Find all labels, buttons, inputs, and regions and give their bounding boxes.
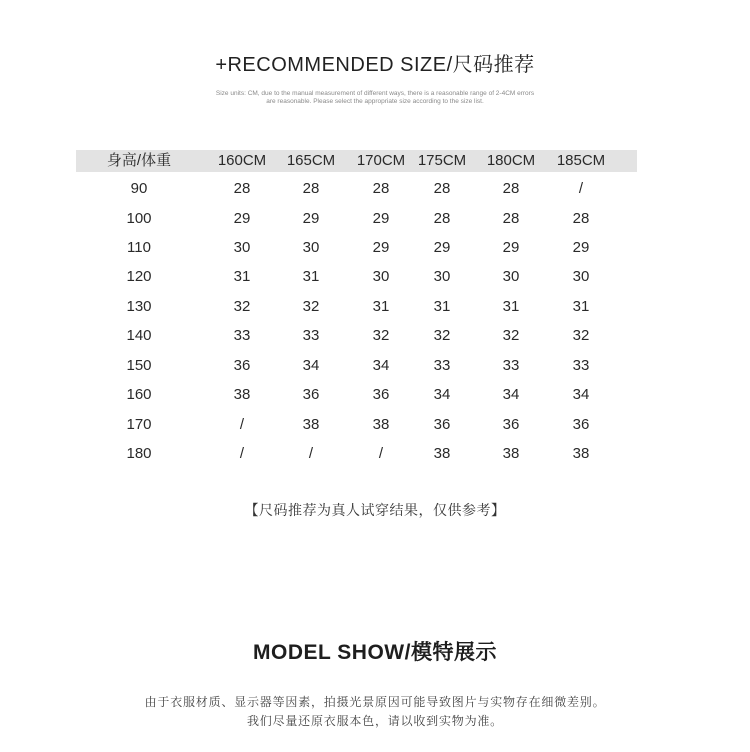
size-note-line-2: are reasonable. Please select the appropriate size according to the size list. bbox=[266, 98, 484, 105]
size-cell: 36 bbox=[233, 357, 251, 374]
size-cell: / bbox=[239, 416, 245, 433]
size-cell: 33 bbox=[233, 327, 251, 344]
header-height-col: 185CM bbox=[556, 152, 606, 169]
row-label: 120 bbox=[126, 268, 152, 285]
size-cell: 32 bbox=[572, 327, 590, 344]
size-cell: 31 bbox=[372, 298, 390, 315]
table-row bbox=[76, 295, 637, 319]
size-cell: 30 bbox=[502, 268, 520, 285]
table-row bbox=[76, 207, 637, 231]
size-cell: / bbox=[378, 445, 384, 462]
table-row bbox=[76, 177, 637, 201]
size-section-title: +RECOMMENDED SIZE/尺码推荐 bbox=[215, 54, 535, 76]
table-row bbox=[76, 413, 637, 437]
model-show-description bbox=[0, 693, 750, 731]
size-cell: 28 bbox=[572, 210, 590, 227]
row-label: 170 bbox=[126, 416, 152, 433]
size-cell: 36 bbox=[433, 416, 451, 433]
header-height-col: 180CM bbox=[486, 152, 536, 169]
table-row bbox=[76, 442, 637, 466]
size-cell: 38 bbox=[233, 386, 251, 403]
size-cell: 28 bbox=[502, 210, 520, 227]
size-cell: 30 bbox=[302, 239, 320, 256]
size-cell: 34 bbox=[433, 386, 451, 403]
size-cell: 29 bbox=[372, 239, 390, 256]
size-cell: 28 bbox=[302, 180, 320, 197]
header-height-weight: 身高/体重 bbox=[106, 152, 172, 169]
size-cell: 30 bbox=[433, 268, 451, 285]
size-cell: 33 bbox=[502, 357, 520, 374]
size-note-line-1: Size units: CM, due to the manual measurement of different ways, there is a reasonable range of 2-4CM errors bbox=[215, 90, 535, 97]
table-row bbox=[76, 324, 637, 348]
model-desc-line-1: 由于衣服材质、显示器等因素，拍摄光景原因可能导致图片与实物存在细微差别。 bbox=[144, 695, 606, 709]
size-cell: 38 bbox=[372, 416, 390, 433]
size-cell: 32 bbox=[433, 327, 451, 344]
size-cell: 33 bbox=[302, 327, 320, 344]
size-cell: 29 bbox=[233, 210, 251, 227]
table-row bbox=[76, 383, 637, 407]
size-table bbox=[76, 150, 637, 462]
size-cell: 32 bbox=[502, 327, 520, 344]
size-cell: 28 bbox=[502, 180, 520, 197]
size-cell: 30 bbox=[372, 268, 390, 285]
size-cell: 28 bbox=[433, 210, 451, 227]
table-row bbox=[76, 354, 637, 378]
row-label: 100 bbox=[126, 210, 152, 227]
model-desc-line-2: 我们尽量还原衣服本色，请以收到实物为准。 bbox=[246, 714, 503, 728]
size-cell: 36 bbox=[502, 416, 520, 433]
size-footnote: 【尺码推荐为真人试穿结果，仅供参考】 bbox=[244, 502, 506, 518]
size-cell: 29 bbox=[433, 239, 451, 256]
size-cell: 38 bbox=[572, 445, 590, 462]
size-cell: 34 bbox=[572, 386, 590, 403]
table-row bbox=[76, 265, 637, 289]
size-cell: 31 bbox=[502, 298, 520, 315]
size-cell: / bbox=[239, 445, 245, 462]
size-cell: 31 bbox=[433, 298, 451, 315]
size-table-header bbox=[76, 150, 637, 172]
size-cell: 28 bbox=[372, 180, 390, 197]
size-cell: 29 bbox=[372, 210, 390, 227]
size-cell: / bbox=[308, 445, 314, 462]
size-cell: 38 bbox=[502, 445, 520, 462]
size-cell: 34 bbox=[372, 357, 390, 374]
size-cell: 29 bbox=[572, 239, 590, 256]
row-label: 180 bbox=[126, 445, 152, 462]
size-cell: 36 bbox=[302, 386, 320, 403]
header-height-col: 165CM bbox=[286, 152, 336, 169]
size-cell: 31 bbox=[233, 268, 251, 285]
header-height-col: 170CM bbox=[356, 152, 406, 169]
size-cell: 30 bbox=[233, 239, 251, 256]
row-label: 150 bbox=[126, 357, 152, 374]
model-show-title: MODEL SHOW/模特展示 bbox=[253, 641, 497, 664]
header-height-col: 160CM bbox=[217, 152, 267, 169]
size-cell: 34 bbox=[302, 357, 320, 374]
header-height-col: 175CM bbox=[417, 152, 467, 169]
size-cell: 31 bbox=[302, 268, 320, 285]
size-cell: 38 bbox=[302, 416, 320, 433]
size-cell: 29 bbox=[502, 239, 520, 256]
table-row bbox=[76, 236, 637, 260]
row-label: 90 bbox=[130, 180, 148, 197]
size-cell: 34 bbox=[502, 386, 520, 403]
size-cell: 28 bbox=[233, 180, 251, 197]
size-cell: 36 bbox=[372, 386, 390, 403]
size-cell: 31 bbox=[572, 298, 590, 315]
size-cell: 30 bbox=[572, 268, 590, 285]
size-cell: / bbox=[578, 180, 584, 197]
size-cell: 32 bbox=[233, 298, 251, 315]
row-label: 110 bbox=[127, 239, 151, 256]
row-label: 130 bbox=[126, 298, 152, 315]
size-cell: 32 bbox=[302, 298, 320, 315]
size-note bbox=[0, 90, 750, 106]
size-cell: 33 bbox=[433, 357, 451, 374]
size-cell: 32 bbox=[372, 327, 390, 344]
size-cell: 29 bbox=[302, 210, 320, 227]
size-cell: 36 bbox=[572, 416, 590, 433]
row-label: 140 bbox=[126, 327, 152, 344]
size-cell: 38 bbox=[433, 445, 451, 462]
size-cell: 28 bbox=[433, 180, 451, 197]
size-cell: 33 bbox=[572, 357, 590, 374]
row-label: 160 bbox=[126, 386, 152, 403]
